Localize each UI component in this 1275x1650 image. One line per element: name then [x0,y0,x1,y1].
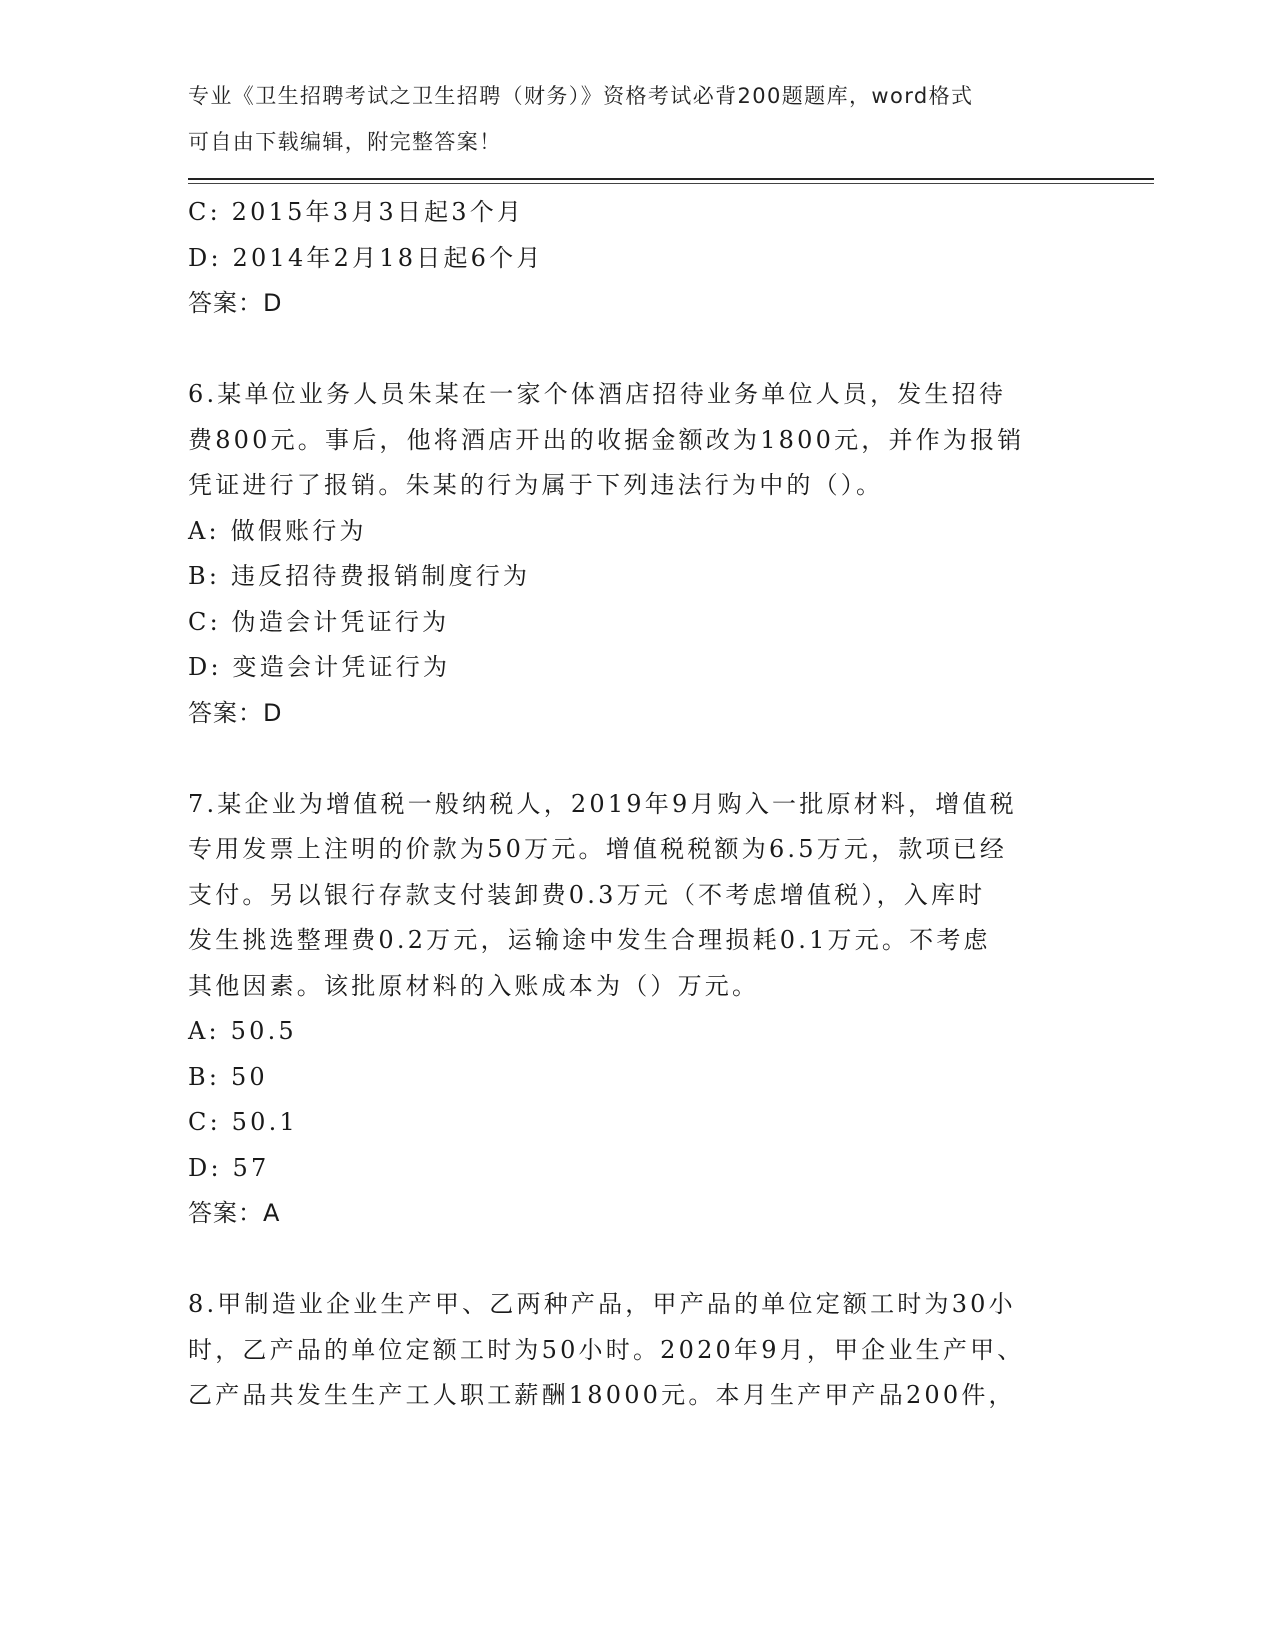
question-text-line: 乙产品共发生生产工人职工薪酬18000元。本月生产甲产品200件， [188,1381,1016,1409]
option-d: D: 2014年2月18日起6个月 [188,243,544,272]
option-d: D: 57 [188,1153,270,1182]
question-text-line: 发生挑选整理费0.2万元，运输途中发生合理损耗0.1万元。不考虑 [188,926,991,954]
header-divider-thick [188,178,1154,180]
answer-line: 答案：D [188,698,283,727]
header-title-line-1: 专业《卫生招聘考试之卫生招聘（财务）》资格考试必背200题题库，word格式 [188,84,974,108]
question-text-line: 支付。另以银行存款支付装卸费0.3万元（不考虑增值税），入库时 [188,880,986,909]
option-d: D: 变造会计凭证行为 [188,653,451,681]
document-body [188,190,1088,1419]
header-divider-thin [188,183,1154,184]
question-text-line: 费800元。事后，他将酒店开出的收据金额改为1800元，并作为报销 [188,425,1025,454]
question-5-tail [188,190,1088,327]
question-spacer [188,327,1088,373]
question-text-line: 7.某企业为增值税一般纳税人，2019年9月购入一批原材料，增值税 [188,789,1017,818]
question-text-line: 其他因素。该批原材料的入账成本为（）万元。 [188,971,760,1000]
option-b: B: 50 [188,1062,268,1091]
option-b: B: 违反招待费报销制度行为 [188,562,531,590]
question-6 [188,372,1088,736]
question-7 [188,782,1088,1237]
document-header [188,74,1088,165]
option-c: C: 50.1 [188,1108,298,1136]
option-a: A: 做假账行为 [188,516,367,545]
header-title-line-2: 可自由下载编辑，附完整答案！ [188,129,502,154]
option-c: C: 2015年3月3日起3个月 [188,198,525,226]
question-text-line: 6.某单位业务人员朱某在一家个体酒店招待业务单位人员，发生招待 [188,380,1007,408]
answer-line: 答案：D [188,289,283,317]
question-spacer [188,736,1088,782]
question-spacer [188,1237,1088,1283]
option-c: C: 伪造会计凭证行为 [188,607,450,636]
question-8 [188,1282,1088,1419]
question-text-line: 8.甲制造业企业生产甲、乙两种产品，甲产品的单位定额工时为30小 [188,1290,1016,1318]
question-text-line: 凭证进行了报销。朱某的行为属于下列违法行为中的（）。 [188,471,884,499]
option-a: A: 50.5 [188,1017,297,1045]
question-text-line: 专用发票上注明的价款为50万元。增值税税额为6.5万元，款项已经 [188,835,1008,863]
question-text-line: 时，乙产品的单位定额工时为50小时。2020年9月，甲企业生产甲、 [188,1335,1025,1364]
answer-line: 答案：A [188,1199,281,1227]
